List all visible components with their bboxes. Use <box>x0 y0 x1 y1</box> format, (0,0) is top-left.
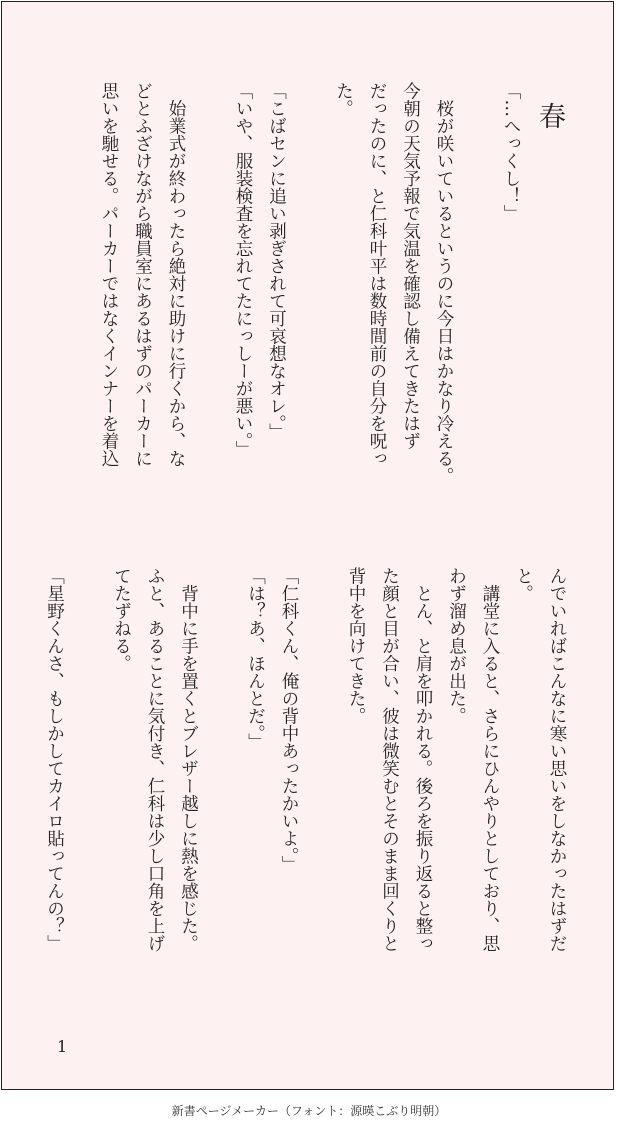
chapter-title: 春 <box>534 102 565 129</box>
text-line: 講堂に入ると、さらにひんやりとしており、思 <box>480 567 500 952</box>
text-line: 今朝の天気予報で気温を確認し備えてきたはず <box>400 82 421 450</box>
text-line: た顔と目が合い、彼は微笑むとそのまま回くりと <box>379 567 400 952</box>
text-line: どとふざけながら職員室にあるはずのパーカーに <box>132 82 153 467</box>
text-line: とん、と肩を叩かれる。後ろを振り返ると整っ <box>413 567 433 952</box>
text-line: んでいればこんなに寒い思いをしなかったはずだ <box>547 567 567 952</box>
text-line <box>460 82 494 562</box>
text-line: 始業式が終わったら絶対に助けに行くから、な <box>166 82 186 467</box>
text-line <box>205 567 239 1047</box>
text-line: ふと、あることに気付き、仁科は少し口角を上げ <box>145 567 165 952</box>
text-line: 「こばセンに追い剥ぎされて可哀想なオレ。」 <box>266 82 287 441</box>
text-line <box>71 567 105 1047</box>
text-line: 「…へっくし！」 <box>501 82 521 222</box>
text-line: だったのに、と仁科叶平は数時間前の自分を呪っ <box>367 82 387 467</box>
page-number: 1 <box>57 1037 68 1056</box>
lower-text-block <box>44 567 573 1047</box>
text-line: 桜が咲いているというのに今日はかなり冷える。 <box>434 82 454 485</box>
text-line: 「仁科くん、俺の背中あったかいよ。」 <box>279 567 299 874</box>
text-line <box>192 82 226 562</box>
text-line: わず溜め息が出た。 <box>446 567 467 725</box>
upper-text-block <box>47 82 527 562</box>
text-line: 「は？あ、ほんとだ。」 <box>245 567 266 751</box>
novel-page <box>1 1 614 1090</box>
text-line: 背中を向けてきた。 <box>346 567 366 725</box>
text-line: 「星野くんさ、もしかしてカイロ貼ってんの？」 <box>44 567 65 952</box>
text-line <box>305 567 339 1047</box>
text-line: と。 <box>513 567 534 602</box>
text-line <box>293 82 327 562</box>
footer-credit: 新書ページメーカー（フォント：源暎こぶり明朝） <box>171 1104 447 1118</box>
text-line: 「いや、服装検査を忘れてたにっしーが悪い。」 <box>233 82 253 459</box>
text-line: てたずねる。 <box>111 567 132 672</box>
text-line: 思いを馳せる。パーカーではなくインナーを着込 <box>99 82 119 467</box>
text-line: た。 <box>333 82 354 117</box>
text-line: 背中に手を置くとブレザー越しに熱を感じた。 <box>178 567 199 952</box>
